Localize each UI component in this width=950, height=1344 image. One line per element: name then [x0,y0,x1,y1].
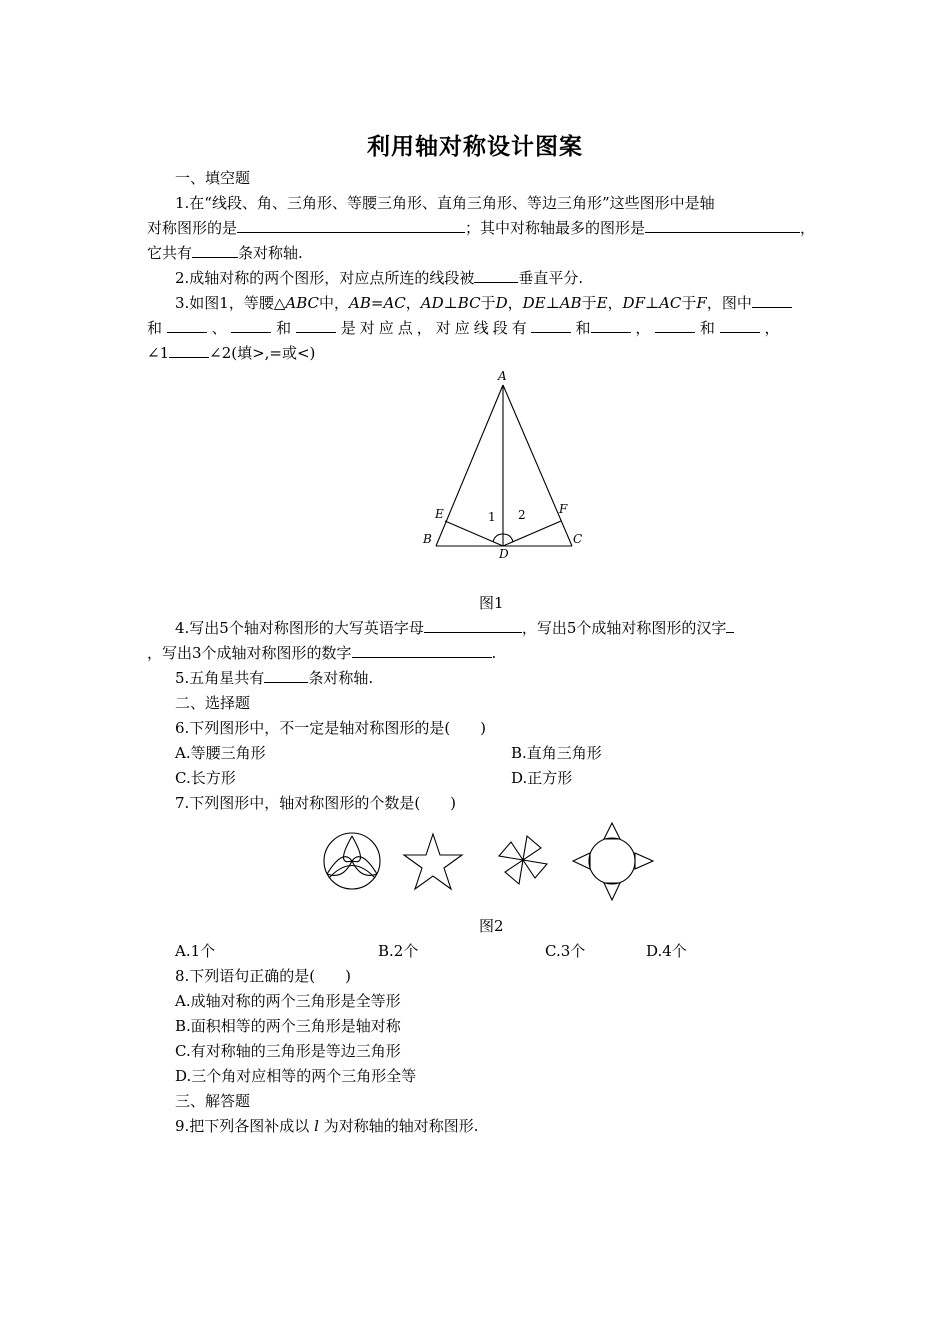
figure-1-caption: 图1 [479,594,504,612]
label-a: A [498,369,507,383]
question-5 [175,668,835,688]
segment-de [445,521,503,546]
pinwheel-shape [499,836,547,884]
answer-blank[interactable] [752,293,792,308]
answer-blank[interactable] [726,618,734,633]
option-d[interactable]: D.三个角对应相等的两个三角形全等 [175,1067,417,1085]
answer-blank[interactable] [531,318,571,333]
label-e: E [435,507,444,521]
q3-math: E [596,294,608,312]
angle-1-arc [493,534,503,542]
answer-blank[interactable] [474,268,518,283]
answer-blank[interactable] [169,343,209,358]
label-b: B [423,532,432,546]
answer-blank[interactable] [424,618,522,633]
answer-blank[interactable] [237,218,465,233]
option-d[interactable]: D.正方形 [511,769,573,787]
q3-text: 和 [147,319,163,337]
q3-text: ， [607,294,623,312]
q4-text: . [491,644,497,662]
q9-math: l [314,1117,319,1135]
question-6-stem: 6.下列图形中，不一定是轴对称图形的是( ) [175,719,487,737]
circle-petals-shape [324,833,380,889]
page-title: 利用轴对称设计图案 [367,134,583,160]
q3-text: 于 [480,294,496,312]
segment-df [503,521,561,546]
q3-text: ， [405,294,421,312]
option-a[interactable]: A.1个 [175,942,216,960]
figure-2-shapes [315,818,665,908]
q3-math: DF⊥AC [622,294,682,312]
q1-text: 条对称轴. [238,244,303,262]
q3-text: 是对应点，对应线段有 [340,319,531,337]
question-4-line-2 [147,643,807,663]
question-9 [175,1116,835,1136]
q9-text: 为对称轴的轴对称图形. [323,1117,479,1135]
q1-text: ， [800,219,816,237]
star-shape [404,834,462,889]
question-7-stem: 7.下列图形中，轴对称图形的个数是( ) [175,794,457,812]
q3-math: AD⊥BC [420,294,481,312]
q3-math: ABC [285,294,320,312]
option-c[interactable]: C.有对称轴的三角形是等边三角形 [175,1042,401,1060]
q3-text: ∠2(填>,=或<) [209,344,316,362]
question-1-line-2 [147,218,816,238]
q1-text: 它共有 [147,244,193,262]
label-angle-1: 1 [488,510,496,524]
side-ac [503,385,572,546]
figure-2-caption: 图2 [479,917,504,935]
answer-blank[interactable] [645,218,800,233]
q3-text: 于 [581,294,597,312]
question-3-line-2 [147,318,807,338]
figure-1-triangle [415,365,595,565]
option-b[interactable]: B.面积相等的两个三角形是轴对称 [175,1017,401,1035]
q2-text: 垂直平分. [518,269,584,287]
q4-text: 4.写出5个轴对称图形的大写英语字母 [175,619,424,637]
q3-math: F [696,294,707,312]
circle-triangles-shape [573,823,653,900]
section-heading-fill-in: 一、填空题 [175,169,251,187]
question-1-line-3 [147,243,807,263]
answer-blank[interactable] [720,318,760,333]
question-2 [175,268,835,288]
option-a[interactable]: A.成轴对称的两个三角形是全等形 [175,992,401,1010]
question-3-line-1 [175,293,835,313]
q3-text: ， [764,319,780,337]
angle-2-arc [503,534,513,542]
answer-blank[interactable] [264,668,308,683]
q4-text: ，写出3个成轴对称图形的数字 [147,644,352,662]
q9-text: 9.把下列各图补成以 [175,1117,310,1135]
q3-math: DE⊥AB [522,294,582,312]
section-heading-choice: 二、选择题 [175,694,251,712]
q5-text: 5.五角星共有 [175,669,265,687]
option-d[interactable]: D.4个 [646,942,687,960]
q4-text: ，写出5个成轴对称图形的汉字 [521,619,727,637]
q3-text: ∠1 [147,344,170,362]
label-c: C [573,532,583,546]
option-c[interactable]: C.3个 [545,942,586,960]
q3-math: AB=AC [349,294,406,312]
q3-math: D [495,294,508,312]
answer-blank[interactable] [655,318,695,333]
q3-text: 、 [211,319,227,337]
q1-text: 对称图形的是 [147,219,238,237]
option-b[interactable]: B.2个 [378,942,419,960]
q3-text: 中， [319,294,350,312]
section-heading-answer: 三、解答题 [175,1092,251,1110]
q3-text: ， [635,319,651,337]
answer-blank[interactable] [192,243,238,258]
question-8-stem: 8.下列语句正确的是( ) [175,967,352,985]
answer-blank[interactable] [296,318,336,333]
answer-blank[interactable] [167,318,207,333]
q5-text: 条对称轴. [308,669,374,687]
question-3-line-3 [147,343,807,363]
question-4-line-1 [175,618,835,638]
q2-text: 2.成轴对称的两个图形，对应点所连的线段被 [175,269,475,287]
option-b[interactable]: B.直角三角形 [511,744,602,762]
q3-text: ， [507,294,523,312]
label-angle-2: 2 [518,508,526,522]
q1-text: ；其中对称轴最多的图形是 [465,219,646,237]
option-a[interactable]: A.等腰三角形 [175,744,266,762]
q3-text: 3.如图1，等腰△ [175,294,286,312]
q3-text: ，图中 [706,294,752,312]
question-1-line-1: 1.在“线段、角、三角形、等腰三角形、直角三角形、等边三角形”这些图形中是轴 [175,194,715,212]
q3-text: 和 [276,319,292,337]
option-c[interactable]: C.长方形 [175,769,236,787]
answer-blank[interactable] [591,318,631,333]
q3-text: 于 [681,294,697,312]
label-f: F [559,502,568,516]
answer-blank[interactable] [352,643,492,658]
answer-blank[interactable] [231,318,271,333]
label-d: D [499,547,509,561]
q3-text: 和 [699,319,715,337]
q3-text: 和 [575,319,591,337]
